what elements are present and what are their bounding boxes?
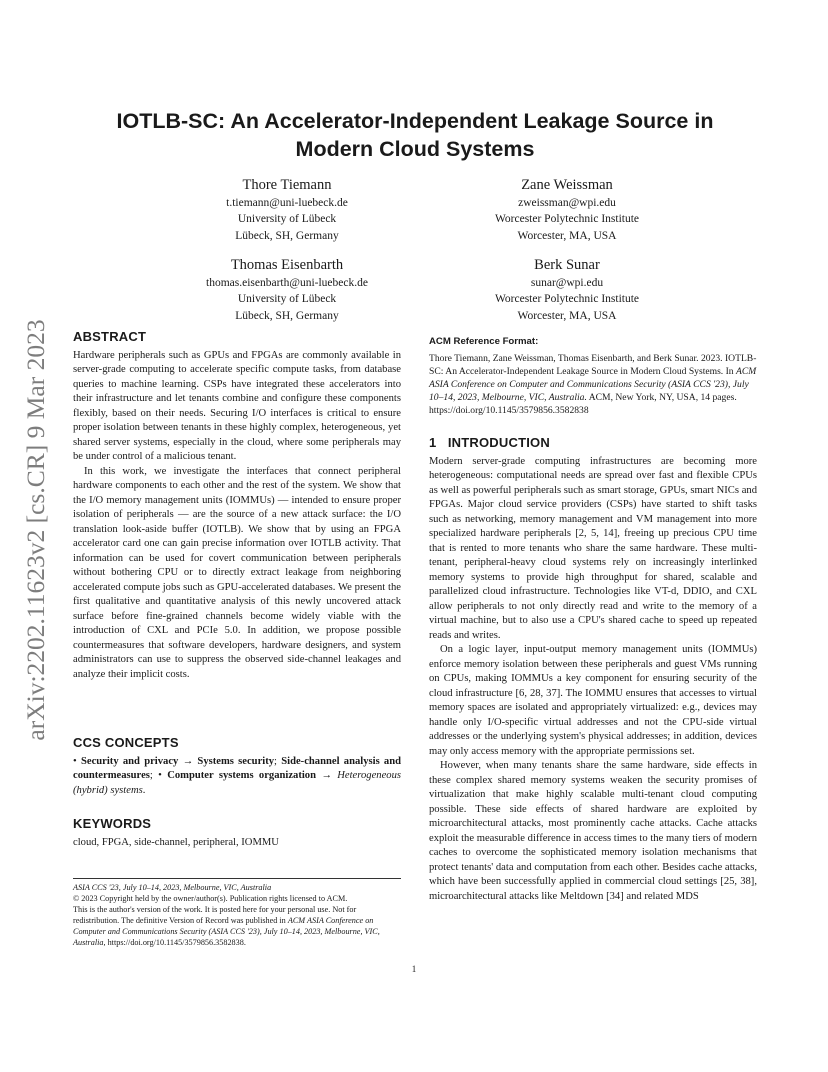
introduction-paragraph: On a logic layer, input-output memory management units (IOMMUs) enforce memory isolation between these peripherals and guest VMs running on CPUs, making IOMMUs a key component for ensuring security of the cloud infrastructure [6, 28, 37]. The IOMMU ensures that accesses to virtual memory spaces are isolated and appropriately virtualized: e.g., devices may handle only I/O-specific virtual addresses and not the CPU-side virtual addresses or the underlying system's physical addresses; in addition, devices may only access memory with the appropriate permissions set. (429, 644, 757, 757)
author-name: Thomas Eisenbarth (230, 257, 344, 273)
author-email: zweissman@wpi.edu (518, 197, 616, 209)
introduction-paragraph: However, when many tenants share the same hardware, side effects in these complex shared memory systems weaken the security promises of virtualization that make highly scalable multi-tenant cloud computing possible. These side effects of shared hardware are exploited by microarchitectural attacks, most prominently cache attacks. Cache attacks exploit the measurable difference in access times to the many tiers of modern caches to overcome the sophisticated memory isolation mechanisms that protect tenants' data and computation from each other. Besides cache attacks, which have been successfully applied in commercial cloud settings [25, 38], microarchitectural attacks like Meltdown [34] and related MDS (429, 760, 757, 902)
footnote-venue: ASIA CCS '23, July 10–14, 2023, Melbourne, VIC, Australia (73, 883, 272, 892)
keywords-heading: KEYWORDS (73, 816, 152, 831)
abstract-paragraph: Hardware peripherals such as GPUs and FPGAs are commonly available in server-grade computing to accelerate specific compute tasks, from database queries to machine learning. CSPs have integrated these accelerators into their infrastructure and let tenants combine and configure these components flexibly, based on their needs. Securing I/O interfaces is critical to ensure proper isolation between tenants in these highly complex, heterogeneous, yet shared server systems, especially in the cloud, where some peripherals may be under control of a malicious tenant. (73, 349, 401, 462)
ccs-text: • Security and privacy → Systems security; Side-channel analysis and countermeasures; • Computer systems organization → Heterogeneous (hybrid) systems. (73, 755, 402, 796)
acm-reference-section (429, 335, 757, 417)
author-email: thomas.eisenbarth@uni-luebeck.de (206, 277, 368, 289)
introduction-paragraph: Modern server-grade computing infrastructures are becoming more heterogeneous: computational needs are spread over fast and flexible CPUs as well as powerful peripherals such as smart storage, GPUs, smart NICs and FPGAs. Major cloud service providers (CSPs) have started to shift tasks such as networking, memory management and VM management into more specialized hardware peripherals [2, 5, 14], freeing up precious CPU time that is rented to more tenants who share the same hardware. These multi-tenant, peripheral-heavy cloud systems rely on increasingly interlinked memory systems to provide high throughput for shared, scalable and parallelized cloud infrastructure. Technologies like VT-d, DDIO, and CXL allow peripherals to not only directly read and write to the memory of a virtual machine, but to also use a CPU's shared cache to speed up repeated reads and writes. (429, 455, 757, 641)
author-location: Worcester, MA, USA (517, 229, 617, 242)
abstract-paragraph: In this work, we investigate the interfaces that connect peripheral hardware components to each other and the rest of the system. We show that the I/O memory management units (IOMMUs) — intended to ensure proper isolation of peripherals — are the source of a new attack surface: the I/O translation look-aside buffer (IOTLB). We show that by using an FPGA accelerator card one can gain precise information over IOTLB activity. That information can be used for covert communication between peripherals without bothering CPU or to directly extract leakage from neighboring accelerated compute jobs such as GPU-accelerated databases. We present the first qualitative and quantitative analysis of this newly uncovered attack surface before fine-grained channels become widely viable with the introduction of CXL and PCIe 5.0. In addition, we propose possible countermeasures that software developers, hardware designers, and system administrators can use to suppress the observed side-channel leakages and analyze their implicit costs. (73, 465, 401, 680)
author-email: t.tiemann@uni-luebeck.de (226, 197, 348, 209)
author-block (442, 255, 692, 324)
ccs-section (73, 736, 401, 798)
page-number: 1 (411, 964, 417, 974)
abstract-heading: ABSTRACT (73, 329, 147, 344)
footnote-copyright: © 2023 Copyright held by the owner/author(s). Publication rights licensed to ACM. (73, 894, 348, 903)
author-location: Lübeck, SH, Germany (235, 229, 339, 242)
abstract-section (73, 330, 401, 682)
author-affiliation: Worcester Polytechnic Institute (494, 213, 640, 226)
author-location: Lübeck, SH, Germany (235, 309, 339, 322)
keywords-text: cloud, FPGA, side-channel, peripheral, IOMMU (73, 836, 279, 848)
keywords-section (73, 817, 401, 850)
footnote-version: This is the author's version of the work. It is posted here for your personal use. Not for redistribution. The definitive Version of Record was published in ACM ASIA Conference on Computer and Communications Security (ASIA CCS '23), July 10–14, 2023, Melbourne, VIC, Australia, https://doi.org/10.1145/3579856.3582838. (73, 905, 380, 947)
introduction-heading: 1 INTRODUCTION (429, 435, 550, 450)
author-block (442, 175, 692, 244)
acm-reference-text: Thore Tiemann, Zane Weissman, Thomas Eisenbarth, and Berk Sunar. 2023. IOTLB-SC: An Accelerator-Independent Leakage Source in Modern Cloud Systems. In ACM ASIA Conference on Computer and Communications Security (ASIA CCS '23), July 10–14, 2023, Melbourne, VIC, Australia. ACM, New York, NY, USA, 14 pages. https://doi.org/10.1145/3579856.3582838 (429, 352, 757, 416)
author-name: Thore Tiemann (242, 177, 332, 193)
author-block (162, 175, 412, 244)
arxiv-identifier-text: arXiv:2202.11623v2 [cs.CR] 9 Mar 2023 (21, 319, 50, 741)
author-block (137, 255, 437, 324)
copyright-footnote (73, 878, 401, 948)
author-affiliation: University of Lübeck (237, 213, 337, 226)
paper-title: IOTLB-SC: An Accelerator-Independent Leakage Source in Modern Cloud Systems (116, 109, 714, 161)
author-affiliation: Worcester Polytechnic Institute (494, 293, 640, 306)
author-name: Berk Sunar (534, 257, 600, 273)
introduction-section (429, 436, 757, 904)
ccs-heading: CCS CONCEPTS (73, 735, 179, 750)
acm-reference-heading: ACM Reference Format: (429, 336, 539, 347)
author-name: Zane Weissman (521, 177, 613, 193)
arxiv-identifier (18, 290, 54, 770)
author-email: sunar@wpi.edu (530, 277, 604, 289)
author-location: Worcester, MA, USA (517, 309, 617, 322)
author-affiliation: University of Lübeck (237, 293, 337, 306)
